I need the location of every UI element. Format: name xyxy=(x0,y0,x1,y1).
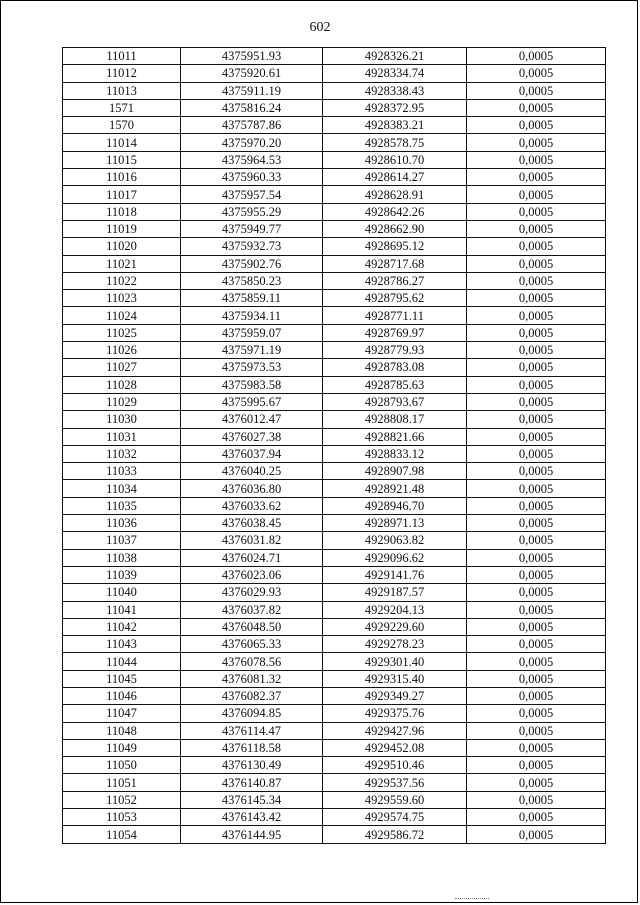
table-row xyxy=(63,220,606,237)
x-coordinate-cell: 4375932.73 xyxy=(181,238,323,255)
accuracy-cell: 0,0005 xyxy=(467,48,606,65)
table-row xyxy=(63,290,606,307)
point-number-cell: 11014 xyxy=(63,134,181,151)
y-coordinate-cell: 4928785.63 xyxy=(323,376,467,393)
y-coordinate-cell: 4929586.72 xyxy=(323,826,467,843)
table-row xyxy=(63,169,606,186)
accuracy-cell: 0,0005 xyxy=(467,203,606,220)
accuracy-cell: 0,0005 xyxy=(467,255,606,272)
accuracy-cell: 0,0005 xyxy=(467,653,606,670)
table-row xyxy=(63,411,606,428)
x-coordinate-cell: 4376078.56 xyxy=(181,653,323,670)
point-number-cell: 11044 xyxy=(63,653,181,670)
y-coordinate-cell: 4928326.21 xyxy=(323,48,467,65)
accuracy-cell: 0,0005 xyxy=(467,151,606,168)
x-coordinate-cell: 4375949.77 xyxy=(181,220,323,237)
x-coordinate-cell: 4376012.47 xyxy=(181,411,323,428)
x-coordinate-cell: 4375970.20 xyxy=(181,134,323,151)
y-coordinate-cell: 4929427.96 xyxy=(323,722,467,739)
table-row xyxy=(63,757,606,774)
point-number-cell: 11015 xyxy=(63,151,181,168)
point-number-cell: 11046 xyxy=(63,687,181,704)
y-coordinate-cell: 4928334.74 xyxy=(323,65,467,82)
table-row xyxy=(63,653,606,670)
y-coordinate-cell: 4928771.11 xyxy=(323,307,467,324)
accuracy-cell: 0,0005 xyxy=(467,290,606,307)
table-row xyxy=(63,272,606,289)
x-coordinate-cell: 4375816.24 xyxy=(181,99,323,116)
table-row xyxy=(63,324,606,341)
table-row xyxy=(63,549,606,566)
point-number-cell: 11054 xyxy=(63,826,181,843)
x-coordinate-cell: 4375934.11 xyxy=(181,307,323,324)
accuracy-cell: 0,0005 xyxy=(467,566,606,583)
x-coordinate-cell: 4376031.82 xyxy=(181,532,323,549)
y-coordinate-cell: 4929063.82 xyxy=(323,532,467,549)
x-coordinate-cell: 4376029.93 xyxy=(181,584,323,601)
y-coordinate-cell: 4929229.60 xyxy=(323,618,467,635)
y-coordinate-cell: 4929375.76 xyxy=(323,705,467,722)
y-coordinate-cell: 4929301.40 xyxy=(323,653,467,670)
y-coordinate-cell: 4928921.48 xyxy=(323,480,467,497)
point-number-cell: 11036 xyxy=(63,515,181,532)
x-coordinate-cell: 4376037.94 xyxy=(181,445,323,462)
y-coordinate-cell: 4928833.12 xyxy=(323,445,467,462)
point-number-cell: 11023 xyxy=(63,290,181,307)
table-row xyxy=(63,687,606,704)
table-row xyxy=(63,618,606,635)
accuracy-cell: 0,0005 xyxy=(467,99,606,116)
table-row xyxy=(63,670,606,687)
y-coordinate-cell: 4929204.13 xyxy=(323,601,467,618)
y-coordinate-cell: 4928662.90 xyxy=(323,220,467,237)
accuracy-cell: 0,0005 xyxy=(467,359,606,376)
y-coordinate-cell: 4928786.27 xyxy=(323,272,467,289)
x-coordinate-cell: 4375983.58 xyxy=(181,376,323,393)
x-coordinate-cell: 4375959.07 xyxy=(181,324,323,341)
x-coordinate-cell: 4376145.34 xyxy=(181,791,323,808)
table-row xyxy=(63,774,606,791)
point-number-cell: 11050 xyxy=(63,757,181,774)
x-coordinate-cell: 4376024.71 xyxy=(181,549,323,566)
point-number-cell: 11034 xyxy=(63,480,181,497)
accuracy-cell: 0,0005 xyxy=(467,809,606,826)
accuracy-cell: 0,0005 xyxy=(467,705,606,722)
y-coordinate-cell: 4929574.75 xyxy=(323,809,467,826)
x-coordinate-cell: 4375911.19 xyxy=(181,82,323,99)
table-row xyxy=(63,376,606,393)
point-number-cell: 11041 xyxy=(63,601,181,618)
accuracy-cell: 0,0005 xyxy=(467,220,606,237)
y-coordinate-cell: 4929452.08 xyxy=(323,739,467,756)
accuracy-cell: 0,0005 xyxy=(467,393,606,410)
table-row xyxy=(63,480,606,497)
x-coordinate-cell: 4376094.85 xyxy=(181,705,323,722)
y-coordinate-cell: 4928821.66 xyxy=(323,428,467,445)
point-number-cell: 11018 xyxy=(63,203,181,220)
x-coordinate-cell: 4375902.76 xyxy=(181,255,323,272)
accuracy-cell: 0,0005 xyxy=(467,342,606,359)
x-coordinate-cell: 4376081.32 xyxy=(181,670,323,687)
table-row xyxy=(63,359,606,376)
table-row xyxy=(63,203,606,220)
y-coordinate-cell: 4928779.93 xyxy=(323,342,467,359)
table-row xyxy=(63,445,606,462)
y-coordinate-cell: 4928372.95 xyxy=(323,99,467,116)
point-number-cell: 11032 xyxy=(63,445,181,462)
accuracy-cell: 0,0005 xyxy=(467,65,606,82)
x-coordinate-cell: 4375920.61 xyxy=(181,65,323,82)
point-number-cell: 11051 xyxy=(63,774,181,791)
accuracy-cell: 0,0005 xyxy=(467,307,606,324)
x-coordinate-cell: 4376036.80 xyxy=(181,480,323,497)
y-coordinate-cell: 4928971.13 xyxy=(323,515,467,532)
point-number-cell: 11042 xyxy=(63,618,181,635)
x-coordinate-cell: 4376038.45 xyxy=(181,515,323,532)
x-coordinate-cell: 4376065.33 xyxy=(181,636,323,653)
y-coordinate-cell: 4928717.68 xyxy=(323,255,467,272)
accuracy-cell: 0,0005 xyxy=(467,134,606,151)
table-row xyxy=(63,117,606,134)
table-row xyxy=(63,584,606,601)
accuracy-cell: 0,0005 xyxy=(467,601,606,618)
table-row xyxy=(63,99,606,116)
accuracy-cell: 0,0005 xyxy=(467,670,606,687)
y-coordinate-cell: 4928338.43 xyxy=(323,82,467,99)
x-coordinate-cell: 4376114.47 xyxy=(181,722,323,739)
table-row xyxy=(63,826,606,843)
point-number-cell: 11012 xyxy=(63,65,181,82)
accuracy-cell: 0,0005 xyxy=(467,826,606,843)
x-coordinate-cell: 4375971.19 xyxy=(181,342,323,359)
accuracy-cell: 0,0005 xyxy=(467,411,606,428)
x-coordinate-cell: 4375960.33 xyxy=(181,169,323,186)
point-number-cell: 11029 xyxy=(63,393,181,410)
y-coordinate-cell: 4928614.27 xyxy=(323,169,467,186)
accuracy-cell: 0,0005 xyxy=(467,757,606,774)
table-row xyxy=(63,532,606,549)
accuracy-cell: 0,0005 xyxy=(467,791,606,808)
accuracy-cell: 0,0005 xyxy=(467,376,606,393)
y-coordinate-cell: 4928628.91 xyxy=(323,186,467,203)
x-coordinate-cell: 4375964.53 xyxy=(181,151,323,168)
point-number-cell: 11039 xyxy=(63,566,181,583)
y-coordinate-cell: 4928695.12 xyxy=(323,238,467,255)
table-row xyxy=(63,255,606,272)
accuracy-cell: 0,0005 xyxy=(467,445,606,462)
y-coordinate-cell: 4929187.57 xyxy=(323,584,467,601)
accuracy-cell: 0,0005 xyxy=(467,480,606,497)
table-row xyxy=(63,65,606,82)
table-row xyxy=(63,342,606,359)
point-number-cell: 11027 xyxy=(63,359,181,376)
x-coordinate-cell: 4376040.25 xyxy=(181,463,323,480)
table-row xyxy=(63,705,606,722)
point-number-cell: 11016 xyxy=(63,169,181,186)
accuracy-cell: 0,0005 xyxy=(467,497,606,514)
x-coordinate-cell: 4375787.86 xyxy=(181,117,323,134)
point-number-cell: 11038 xyxy=(63,549,181,566)
x-coordinate-cell: 4375951.93 xyxy=(181,48,323,65)
y-coordinate-cell: 4928610.70 xyxy=(323,151,467,168)
y-coordinate-cell: 4928907.98 xyxy=(323,463,467,480)
accuracy-cell: 0,0005 xyxy=(467,618,606,635)
table-row xyxy=(63,151,606,168)
accuracy-cell: 0,0005 xyxy=(467,722,606,739)
x-coordinate-cell: 4375859.11 xyxy=(181,290,323,307)
coordinates-table xyxy=(62,47,606,844)
coordinates-table-body xyxy=(63,48,606,844)
point-number-cell: 11019 xyxy=(63,220,181,237)
x-coordinate-cell: 4376143.42 xyxy=(181,809,323,826)
table-row xyxy=(63,393,606,410)
accuracy-cell: 0,0005 xyxy=(467,532,606,549)
y-coordinate-cell: 4929510.46 xyxy=(323,757,467,774)
page-number: 602 xyxy=(309,20,331,35)
point-number-cell: 11031 xyxy=(63,428,181,445)
table-row xyxy=(63,809,606,826)
accuracy-cell: 0,0005 xyxy=(467,739,606,756)
table-row xyxy=(63,428,606,445)
table-row xyxy=(63,238,606,255)
accuracy-cell: 0,0005 xyxy=(467,186,606,203)
point-number-cell: 11048 xyxy=(63,722,181,739)
point-number-cell: 11045 xyxy=(63,670,181,687)
point-number-cell: 11030 xyxy=(63,411,181,428)
x-coordinate-cell: 4376118.58 xyxy=(181,739,323,756)
x-coordinate-cell: 4376033.62 xyxy=(181,497,323,514)
table-row xyxy=(63,497,606,514)
y-coordinate-cell: 4929096.62 xyxy=(323,549,467,566)
point-number-cell: 11022 xyxy=(63,272,181,289)
point-number-cell: 11047 xyxy=(63,705,181,722)
accuracy-cell: 0,0005 xyxy=(467,549,606,566)
point-number-cell: 11040 xyxy=(63,584,181,601)
table-row xyxy=(63,186,606,203)
accuracy-cell: 0,0005 xyxy=(467,774,606,791)
scan-artifact-line xyxy=(455,898,489,900)
table-row xyxy=(63,82,606,99)
table-row xyxy=(63,566,606,583)
accuracy-cell: 0,0005 xyxy=(467,584,606,601)
x-coordinate-cell: 4376140.87 xyxy=(181,774,323,791)
y-coordinate-cell: 4928578.75 xyxy=(323,134,467,151)
table-row xyxy=(63,722,606,739)
accuracy-cell: 0,0005 xyxy=(467,238,606,255)
x-coordinate-cell: 4376037.82 xyxy=(181,601,323,618)
x-coordinate-cell: 4375955.29 xyxy=(181,203,323,220)
y-coordinate-cell: 4928793.67 xyxy=(323,393,467,410)
point-number-cell: 11011 xyxy=(63,48,181,65)
accuracy-cell: 0,0005 xyxy=(467,169,606,186)
x-coordinate-cell: 4375957.54 xyxy=(181,186,323,203)
x-coordinate-cell: 4375850.23 xyxy=(181,272,323,289)
accuracy-cell: 0,0005 xyxy=(467,463,606,480)
y-coordinate-cell: 4929315.40 xyxy=(323,670,467,687)
y-coordinate-cell: 4929559.60 xyxy=(323,791,467,808)
point-number-cell: 11025 xyxy=(63,324,181,341)
y-coordinate-cell: 4929349.27 xyxy=(323,687,467,704)
point-number-cell: 11026 xyxy=(63,342,181,359)
accuracy-cell: 0,0005 xyxy=(467,515,606,532)
point-number-cell: 11035 xyxy=(63,497,181,514)
x-coordinate-cell: 4376023.06 xyxy=(181,566,323,583)
accuracy-cell: 0,0005 xyxy=(467,428,606,445)
table-row xyxy=(63,739,606,756)
y-coordinate-cell: 4928783.08 xyxy=(323,359,467,376)
y-coordinate-cell: 4928769.97 xyxy=(323,324,467,341)
point-number-cell: 1571 xyxy=(63,99,181,116)
x-coordinate-cell: 4376144.95 xyxy=(181,826,323,843)
accuracy-cell: 0,0005 xyxy=(467,636,606,653)
y-coordinate-cell: 4929141.76 xyxy=(323,566,467,583)
table-row xyxy=(63,48,606,65)
point-number-cell: 11017 xyxy=(63,186,181,203)
point-number-cell: 1570 xyxy=(63,117,181,134)
point-number-cell: 11033 xyxy=(63,463,181,480)
point-number-cell: 11043 xyxy=(63,636,181,653)
accuracy-cell: 0,0005 xyxy=(467,272,606,289)
x-coordinate-cell: 4375973.53 xyxy=(181,359,323,376)
point-number-cell: 11052 xyxy=(63,791,181,808)
x-coordinate-cell: 4376027.38 xyxy=(181,428,323,445)
y-coordinate-cell: 4929537.56 xyxy=(323,774,467,791)
point-number-cell: 11037 xyxy=(63,532,181,549)
accuracy-cell: 0,0005 xyxy=(467,117,606,134)
x-coordinate-cell: 4376048.50 xyxy=(181,618,323,635)
y-coordinate-cell: 4928383.21 xyxy=(323,117,467,134)
table-row xyxy=(63,307,606,324)
x-coordinate-cell: 4376082.37 xyxy=(181,687,323,704)
point-number-cell: 11049 xyxy=(63,739,181,756)
y-coordinate-cell: 4929278.23 xyxy=(323,636,467,653)
accuracy-cell: 0,0005 xyxy=(467,324,606,341)
y-coordinate-cell: 4928808.17 xyxy=(323,411,467,428)
accuracy-cell: 0,0005 xyxy=(467,82,606,99)
table-row xyxy=(63,636,606,653)
table-row xyxy=(63,134,606,151)
accuracy-cell: 0,0005 xyxy=(467,687,606,704)
y-coordinate-cell: 4928795.62 xyxy=(323,290,467,307)
point-number-cell: 11020 xyxy=(63,238,181,255)
x-coordinate-cell: 4376130.49 xyxy=(181,757,323,774)
point-number-cell: 11024 xyxy=(63,307,181,324)
point-number-cell: 11021 xyxy=(63,255,181,272)
table-row xyxy=(63,791,606,808)
y-coordinate-cell: 4928946.70 xyxy=(323,497,467,514)
table-row xyxy=(63,463,606,480)
table-row xyxy=(63,515,606,532)
y-coordinate-cell: 4928642.26 xyxy=(323,203,467,220)
point-number-cell: 11053 xyxy=(63,809,181,826)
point-number-cell: 11028 xyxy=(63,376,181,393)
point-number-cell: 11013 xyxy=(63,82,181,99)
x-coordinate-cell: 4375995.67 xyxy=(181,393,323,410)
table-row xyxy=(63,601,606,618)
